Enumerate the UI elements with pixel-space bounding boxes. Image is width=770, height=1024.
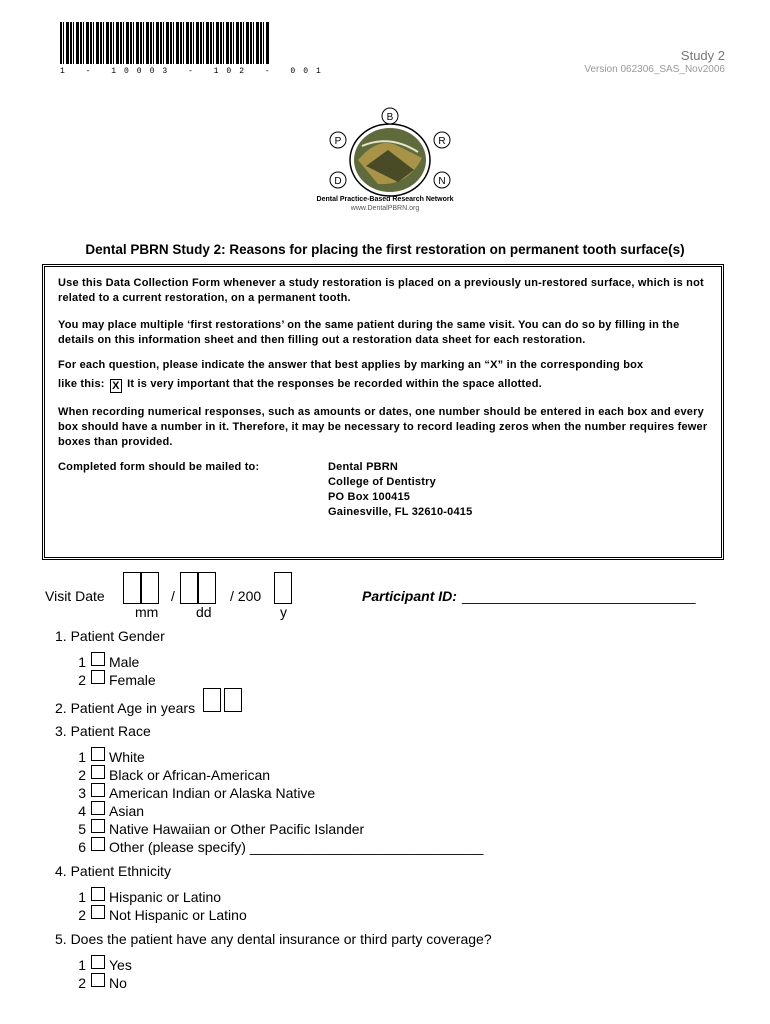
instructions-paragraph-1: Use this Data Collection Form whenever a study restoration is placed on a previously un-restored surface, which is not related to a current restoration, on a permanent tooth. (58, 277, 704, 304)
race-american-indian-checkbox[interactable] (91, 783, 105, 797)
option-number: 1 (78, 957, 86, 973)
option-label: Black or African-American (109, 767, 271, 783)
age-digit-2[interactable] (224, 688, 242, 712)
ethnicity-not-hispanic-checkbox[interactable] (91, 905, 105, 919)
option-label: White (109, 749, 145, 765)
svg-text:R: R (438, 136, 446, 147)
gender-female-checkbox[interactable] (91, 670, 105, 684)
svg-text:P: P (334, 136, 342, 147)
option-number: 2 (78, 907, 86, 923)
instructions-paragraph-5: When recording numerical responses, such as amounts or dates, one number should be entered in each box and every box should have a number in it. Therefore, it may be necessary to record leading zeros when the number requires fewer boxes than provided. (58, 406, 708, 448)
instructions-paragraph-3: For each question, please indicate the answer that best applies by marking an “X” in the corresponding box (58, 359, 644, 371)
option-number: 1 (78, 654, 86, 670)
year-caption: y (280, 604, 287, 620)
option-number: 2 (78, 767, 86, 783)
option-label: Male (109, 654, 140, 670)
visit-day-digit-2[interactable] (198, 572, 216, 604)
option-number: 2 (78, 672, 86, 688)
barcode (60, 22, 270, 64)
option-number: 1 (78, 889, 86, 905)
mail-label: Completed form should be mailed to: (58, 461, 260, 473)
question-ethnicity: 4. Patient Ethnicity (55, 863, 171, 879)
option-number: 2 (78, 975, 86, 991)
example-x-box: X (110, 379, 122, 393)
option-label: Female (109, 672, 156, 688)
option-number: 3 (78, 785, 86, 801)
participant-id-label: Participant ID: (362, 588, 457, 604)
option-label: No (109, 975, 127, 991)
insurance-no-checkbox[interactable] (91, 973, 105, 987)
option-label: Asian (109, 803, 145, 819)
visit-year-digit[interactable] (274, 572, 292, 604)
svg-text:N: N (438, 176, 446, 187)
svg-text:B: B (386, 112, 394, 123)
visit-date-label: Visit Date (45, 588, 105, 604)
instructions-paragraph-4 (58, 377, 542, 393)
race-other-checkbox[interactable] (91, 837, 105, 851)
age-digit-1[interactable] (203, 688, 221, 712)
day-caption: dd (196, 604, 212, 620)
question-age: 2. Patient Age in years (55, 700, 196, 716)
svg-text:D: D (334, 176, 342, 187)
visit-month-digit-2[interactable] (141, 572, 159, 604)
month-caption: mm (135, 604, 159, 620)
date-separator: / (171, 588, 175, 604)
gender-male-checkbox[interactable] (91, 652, 105, 666)
mail-line: College of Dentistry (328, 476, 436, 488)
ethnicity-hispanic-checkbox[interactable] (91, 887, 105, 901)
visit-day-digit-1[interactable] (180, 572, 198, 604)
study-label: Study 2 (680, 48, 725, 63)
option-label: Yes (109, 957, 132, 973)
logo-url: www.DentalPBRN.org (350, 205, 420, 212)
option-label: Hispanic or Latino (109, 889, 222, 905)
year-prefix: / 200 (230, 588, 262, 604)
option-number: 5 (78, 821, 86, 837)
version-label: Version 062306_SAS_Nov2006 (584, 64, 725, 75)
logo-name: Dental Practice-Based Research Network (316, 196, 454, 203)
mail-line: Gainesville, FL 32610-0415 (328, 506, 473, 518)
option-number: 4 (78, 803, 86, 819)
mail-line: PO Box 100415 (328, 491, 411, 503)
instructions-paragraph-2: You may place multiple ‘first restorations’ on the same patient during the same visit. You can do so by filling in the details on this information sheet and then filling out a restoration data sheet for each restoration. (58, 319, 680, 346)
form-title: Dental PBRN Study 2: Reasons for placing the first restoration on permanent tooth surface(s) (85, 242, 685, 257)
mail-line: Dental PBRN (328, 461, 399, 473)
race-white-checkbox[interactable] (91, 747, 105, 761)
example-label: like this: (58, 378, 105, 390)
race-asian-checkbox[interactable] (91, 801, 105, 815)
example-note: It is very important that the responses be recorded within the space allotted. (127, 378, 542, 390)
option-label: American Indian or Alaska Native (109, 785, 316, 801)
insurance-yes-checkbox[interactable] (91, 955, 105, 969)
race-black-checkbox[interactable] (91, 765, 105, 779)
barcode-number: 1 - 10003 - 102 - 001 (60, 67, 329, 76)
mail-address (328, 460, 472, 520)
participant-id-field[interactable]: ______________________________ (462, 588, 696, 604)
option-label: Not Hispanic or Latino (109, 907, 247, 923)
question-race: 3. Patient Race (55, 723, 151, 739)
option-number: 1 (78, 749, 86, 765)
visit-month-digit-1[interactable] (123, 572, 141, 604)
option-label: Other (please specify) ______________________________ (109, 839, 484, 855)
option-label: Native Hawaiian or Other Pacific Islander (109, 821, 365, 837)
question-gender: 1. Patient Gender (55, 628, 165, 644)
race-pacific-islander-checkbox[interactable] (91, 819, 105, 833)
option-number: 6 (78, 839, 86, 855)
question-insurance: 5. Does the patient have any dental insurance or third party coverage? (55, 931, 492, 947)
